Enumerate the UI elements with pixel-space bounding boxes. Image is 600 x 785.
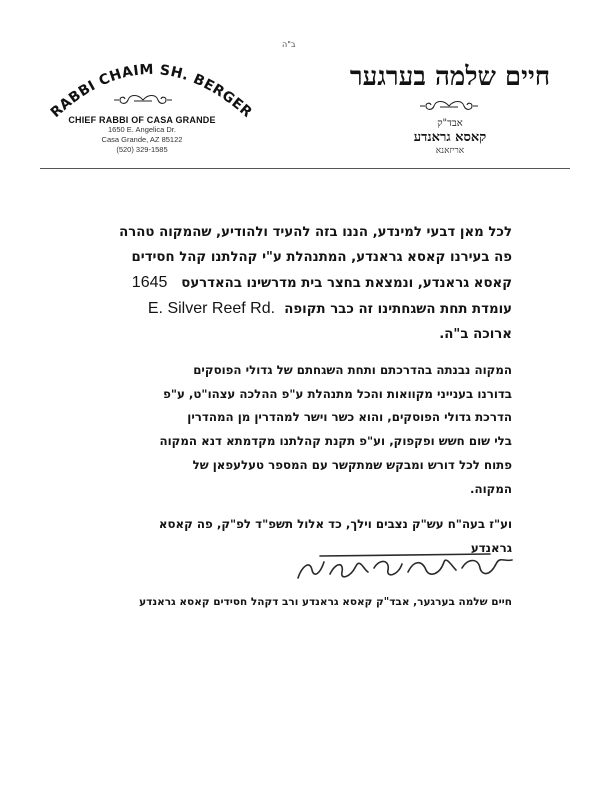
hebrew-city: קאסא גראנדע — [413, 130, 487, 145]
body-line: בלי שום חשש ופקפוק, וע"פ תקנת קהלתנו מקדמתא דנא המקוה — [159, 434, 512, 449]
address-street: E. Silver Reef Rd. — [147, 300, 276, 317]
hebrew-title: אבד"ק — [437, 118, 463, 129]
body-line: המקוה נבנתה בהדרכתם ותחת השגחתם של גדולי הפוסקים — [193, 363, 512, 377]
paragraph-2 — [90, 359, 512, 501]
body-line: קאסא גראנדע, ונמצאת בחצר בית מדרשינו בהאדרעס — [181, 276, 512, 291]
english-name: RABBI CHAIM SH. BERGER — [47, 61, 256, 121]
english-title: CHIEF RABBI OF CASA GRANDE — [68, 115, 216, 125]
body-line: ארוכה ב"ה. — [439, 327, 512, 342]
english-phone: (520) 329-1585 — [116, 145, 168, 154]
body-line: פתוח לכל דורש ומבקש שמתקשר עם המספר טעלעפאן של — [192, 457, 512, 472]
hebrew-ornament — [418, 98, 480, 114]
body-line: המקוה. — [470, 481, 512, 496]
bsd-mark: ב"ה — [282, 40, 296, 49]
paragraph-1 — [90, 220, 512, 347]
english-ornament — [112, 92, 174, 108]
english-address-line1: 1650 E. Angelica Dr. — [108, 125, 176, 134]
letterhead-divider — [40, 168, 570, 169]
closing-line: חיים שלמה בערגער, אבד"ק קאסא גראנדע ורב דקהל חסידים קאסא גראנדע — [139, 596, 512, 608]
english-letterhead — [62, 115, 222, 155]
body-line: בדורנו בענייני מקוואות והכל מתנהלת ע"פ ההלכה עצהו"ט, ע"פ — [163, 386, 512, 401]
body-line: גראנדע — [470, 540, 512, 555]
letter-body — [90, 220, 512, 561]
body-line: עומדת תחת השגחתינו זה כבר תקופה — [284, 302, 512, 317]
english-address-line2: Casa Grande, AZ 85122 — [101, 135, 183, 144]
address-number: 1645 — [131, 274, 168, 291]
handwritten-signature — [290, 548, 520, 588]
body-line: הדרכת גדולי הפוסקים, והוא כשר וישר למהדרין מן המהדרין — [187, 410, 512, 425]
body-line: לכל מאן דבעי למינדע, הננו בזה להעיד ולהודיע, שהמקוה טהרה — [119, 225, 512, 240]
english-arched-name — [40, 38, 260, 123]
hebrew-state: אריזאנא — [435, 146, 465, 156]
hebrew-name: חיים שלמה בערגער — [349, 62, 551, 92]
hebrew-letterhead — [360, 118, 540, 156]
body-line: וע"ז בעה"ח עש"ק נצבים וילך, כד אלול תשפ"ד לפ"ק, פה קאסא — [158, 517, 512, 532]
body-line: פה בעירנו קאסא גראנדע, המתנהלת ע"י קהלתנו קהל חסידים — [131, 250, 512, 265]
